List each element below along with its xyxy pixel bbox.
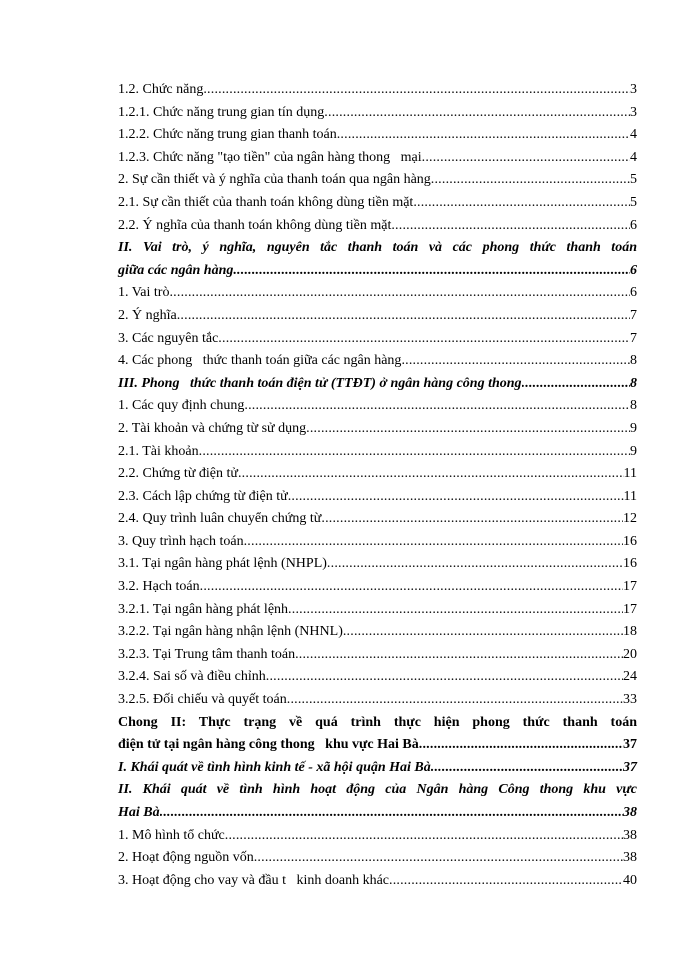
dot-leader bbox=[337, 124, 630, 147]
toc-entry-page-number: 38 bbox=[623, 827, 637, 843]
toc-entry bbox=[118, 192, 637, 215]
toc-entry-title: 3. Hoạt động cho vay và đầu t kinh doanh khác bbox=[118, 872, 389, 888]
toc-entry bbox=[118, 779, 637, 824]
toc-entry-title: điện tử tại ngân hàng công thong khu vực Hai Bà bbox=[118, 737, 419, 753]
toc-entry-page-number: 6 bbox=[630, 262, 637, 278]
toc-entry-page-number: 38 bbox=[623, 805, 637, 820]
dot-leader bbox=[306, 418, 630, 441]
toc-entry bbox=[118, 418, 637, 441]
dot-leader bbox=[431, 757, 623, 780]
toc-entry-title: 1.2.2. Chức năng trung gian thanh toán bbox=[118, 127, 337, 143]
toc-entry-title: 3.1. Tại ngân hàng phát lệnh (NHPL) bbox=[118, 556, 327, 572]
dot-leader bbox=[238, 463, 624, 486]
toc-entry-title: 3.2.4. Sai số và điều chỉnh bbox=[118, 669, 266, 685]
toc-entry bbox=[118, 102, 637, 125]
toc-entry bbox=[118, 599, 637, 622]
toc-entry-title: 2. Ý nghĩa bbox=[118, 307, 177, 323]
toc-entry bbox=[118, 757, 637, 780]
dot-leader bbox=[389, 870, 623, 893]
toc-entry-title-line1: II. Khái quát về tình hình hoạt động của Ngân hàng Công thong khu vực bbox=[118, 782, 637, 798]
table-of-contents bbox=[118, 79, 637, 892]
toc-entry-page-number: 5 bbox=[630, 194, 637, 210]
toc-entry-page-number: 38 bbox=[623, 850, 637, 866]
dot-leader bbox=[431, 169, 630, 192]
dot-leader bbox=[422, 147, 630, 170]
toc-entry-title-line1: II. Vai trò, ý nghĩa, nguyên tắc thanh toán và các phong thức thanh toán bbox=[118, 240, 637, 256]
dot-leader bbox=[413, 192, 630, 215]
toc-entry bbox=[118, 124, 637, 147]
toc-entry bbox=[118, 169, 637, 192]
toc-entry bbox=[118, 486, 637, 509]
dot-leader bbox=[200, 576, 623, 599]
toc-entry-page-number: 24 bbox=[623, 669, 637, 685]
dot-leader bbox=[288, 486, 624, 509]
toc-entry-title: 2.2. Chứng từ điện tử bbox=[118, 466, 238, 482]
toc-entry-page-number: 8 bbox=[630, 353, 637, 369]
toc-entry-title: 1. Mô hình tổ chức bbox=[118, 827, 225, 843]
toc-entry-title: 2. Sự cần thiết và ý nghĩa của thanh toán qua ngân hàng bbox=[118, 172, 431, 188]
dot-leader bbox=[321, 508, 623, 531]
toc-entry-title: 3.2.3. Tại Trung tâm thanh toán bbox=[118, 646, 296, 662]
toc-entry-title: Hai Bà bbox=[118, 805, 160, 820]
dot-leader bbox=[324, 102, 630, 125]
toc-entry-title: 2.3. Cách lập chứng từ điện tử bbox=[118, 488, 288, 504]
dot-leader bbox=[287, 689, 623, 712]
dot-leader bbox=[419, 734, 623, 757]
toc-entry-page-number: 9 bbox=[630, 443, 637, 459]
toc-entry-page-number: 18 bbox=[623, 624, 637, 640]
dot-leader bbox=[254, 847, 623, 870]
dot-leader bbox=[522, 373, 630, 396]
toc-entry bbox=[118, 553, 637, 576]
dot-leader bbox=[391, 215, 630, 238]
toc-entry-title: 1.2. Chức năng bbox=[118, 82, 204, 97]
dot-leader bbox=[225, 825, 623, 848]
toc-entry-title: 2. Tài khoản và chứng từ sử dụng bbox=[118, 420, 307, 436]
toc-entry-page-number: 4 bbox=[630, 127, 637, 143]
toc-entry bbox=[118, 282, 637, 305]
toc-entry bbox=[118, 870, 637, 893]
toc-entry bbox=[118, 621, 637, 644]
toc-entry bbox=[118, 463, 637, 486]
toc-entry-title: 1. Các quy định chung bbox=[118, 398, 245, 414]
toc-entry-page-number: 20 bbox=[623, 646, 637, 662]
toc-entry-title: 3.2.1. Tại ngân hàng phát lệnh bbox=[118, 601, 289, 617]
toc-entry-title: 3. Quy trình hạch toán bbox=[118, 533, 244, 549]
dot-leader bbox=[218, 328, 630, 351]
dot-leader bbox=[327, 553, 623, 576]
dot-leader bbox=[266, 666, 623, 689]
toc-entry-page-number: 11 bbox=[623, 488, 637, 504]
toc-entry-page-number: 4 bbox=[630, 149, 637, 165]
toc-entry-page-number: 17 bbox=[623, 579, 637, 595]
toc-entry-page-number: 7 bbox=[630, 307, 637, 323]
toc-entry-page-number: 3 bbox=[630, 82, 637, 97]
toc-entry bbox=[118, 712, 637, 757]
toc-entry bbox=[118, 689, 637, 712]
toc-entry-page-number: 37 bbox=[623, 759, 637, 775]
toc-entry-title: 3.2.2. Tại ngân hàng nhận lệnh (NHNL) bbox=[118, 624, 343, 640]
toc-entry-page-number: 8 bbox=[630, 398, 637, 414]
dot-leader bbox=[295, 644, 623, 667]
dot-leader bbox=[244, 531, 623, 554]
toc-entry-title: 1.2.3. Chức năng "tạo tiền" của ngân hàng thong mại bbox=[118, 149, 422, 165]
toc-entry-title: 1. Vai trò bbox=[118, 285, 170, 301]
dot-leader bbox=[401, 350, 630, 373]
toc-entry bbox=[118, 237, 637, 282]
toc-entry-page-number: 6 bbox=[630, 285, 637, 301]
toc-entry-title: 2.2. Ý nghĩa của thanh toán không dùng tiền mặt bbox=[118, 217, 392, 233]
toc-entry-title: giữa các ngân hàng bbox=[118, 262, 234, 278]
toc-entry-page-number: 37 bbox=[623, 737, 637, 753]
toc-entry bbox=[118, 305, 637, 328]
dot-leader bbox=[160, 802, 623, 825]
toc-entry-title: 2. Hoạt động nguồn vốn bbox=[118, 850, 254, 866]
dot-leader bbox=[203, 79, 630, 102]
dot-leader bbox=[288, 599, 623, 622]
toc-entry-title: 2.1. Tài khoản bbox=[118, 443, 199, 459]
toc-entry bbox=[118, 373, 637, 396]
toc-entry-page-number: 40 bbox=[623, 872, 637, 888]
toc-entry-page-number: 17 bbox=[623, 601, 637, 617]
toc-entry-title: 1.2.1. Chức năng trung gian tín dụng bbox=[118, 104, 325, 120]
toc-entry-page-number: 11 bbox=[623, 466, 637, 482]
dot-leader bbox=[177, 305, 630, 328]
dot-leader bbox=[244, 395, 630, 418]
toc-entry-title: 3. Các nguyên tắc bbox=[118, 330, 219, 346]
toc-entry bbox=[118, 328, 637, 351]
toc-entry-title-line1: Chong II: Thực trạng về quá trình thực hiện phong thức thanh toán bbox=[118, 714, 637, 730]
toc-entry bbox=[118, 395, 637, 418]
toc-entry bbox=[118, 441, 637, 464]
toc-entry-title: 2.4. Quy trình luân chuyển chứng từ bbox=[118, 511, 322, 527]
toc-entry bbox=[118, 79, 637, 102]
toc-entry-page-number: 6 bbox=[630, 217, 637, 233]
toc-entry bbox=[118, 531, 637, 554]
toc-entry bbox=[118, 847, 637, 870]
toc-entry bbox=[118, 576, 637, 599]
toc-entry bbox=[118, 350, 637, 373]
toc-entry bbox=[118, 215, 637, 238]
toc-entry bbox=[118, 666, 637, 689]
toc-entry-page-number: 9 bbox=[630, 420, 637, 436]
dot-leader bbox=[233, 260, 630, 283]
dot-leader bbox=[169, 282, 630, 305]
toc-entry bbox=[118, 508, 637, 531]
toc-entry-title: 3.2.5. Đối chiếu và quyết toán bbox=[118, 692, 287, 708]
toc-entry-page-number: 16 bbox=[623, 556, 637, 572]
toc-entry-title: 2.1. Sự cần thiết của thanh toán không dùng tiền mặt bbox=[118, 194, 414, 210]
dot-leader bbox=[343, 621, 623, 644]
toc-entry-page-number: 7 bbox=[630, 330, 637, 346]
toc-entry-page-number: 5 bbox=[630, 172, 637, 188]
toc-entry bbox=[118, 644, 637, 667]
toc-entry bbox=[118, 147, 637, 170]
toc-entry-page-number: 12 bbox=[623, 511, 637, 527]
toc-entry-page-number: 3 bbox=[630, 104, 637, 120]
toc-entry-title: III. Phong thức thanh toán điện tử (TTĐT) ở ngân hàng công thong bbox=[118, 375, 522, 391]
toc-entry-page-number: 16 bbox=[623, 533, 637, 549]
toc-entry-title: I. Khái quát về tình hình kinh tế - xã hội quận Hai Bà bbox=[118, 759, 431, 775]
dot-leader bbox=[199, 441, 630, 464]
toc-entry-title: 3.2. Hạch toán bbox=[118, 579, 200, 595]
toc-entry-title: 4. Các phong thức thanh toán giữa các ngân hàng bbox=[118, 353, 402, 369]
toc-entry bbox=[118, 825, 637, 848]
toc-entry-page-number: 33 bbox=[623, 692, 637, 708]
toc-entry-page-number: 8 bbox=[630, 375, 637, 391]
